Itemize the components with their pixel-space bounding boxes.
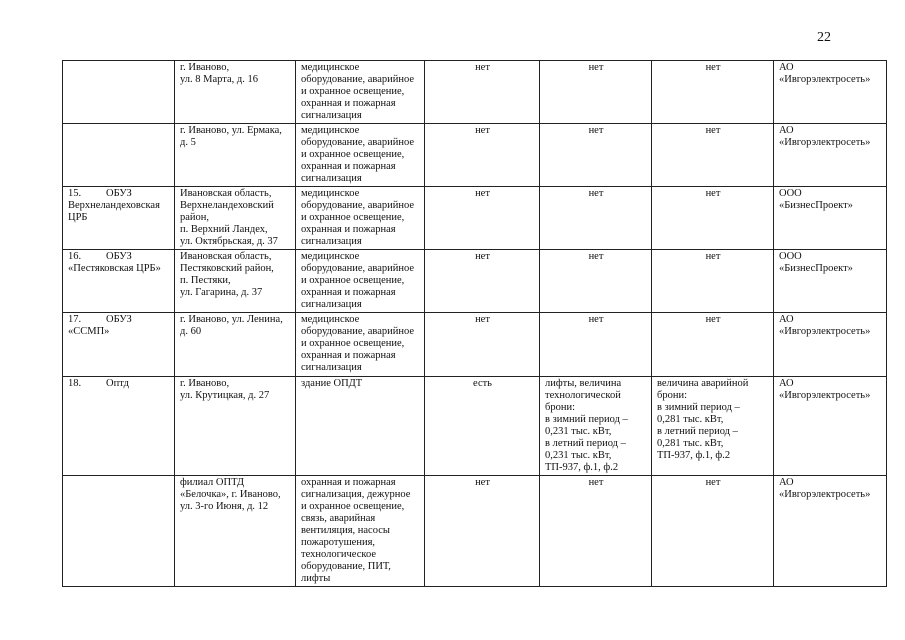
org-cell <box>63 476 175 587</box>
supplier-cell: ООО «БизнесПроект» <box>774 187 887 250</box>
org-cell: 17. ОБУЗ «ССМП» <box>63 313 175 377</box>
org-cell <box>63 124 175 187</box>
org-cell <box>63 61 175 124</box>
col7-cell: нет <box>652 187 774 250</box>
table-row <box>63 61 887 124</box>
page-number: 22 <box>817 30 831 45</box>
col6-cell: нет <box>540 313 652 377</box>
col5-cell: есть <box>425 377 540 476</box>
table-row <box>63 187 887 250</box>
data-table <box>62 60 887 587</box>
col7-cell: нет <box>652 476 774 587</box>
supplier-cell: АО «Ивгорэлектросеть» <box>774 313 887 377</box>
table-row <box>63 476 887 587</box>
col7-cell: нет <box>652 250 774 313</box>
table-row <box>63 124 887 187</box>
col6-cell: нет <box>540 187 652 250</box>
col6-cell: нет <box>540 476 652 587</box>
objects-cell: здание ОПДТ <box>296 377 425 476</box>
col5-cell: нет <box>425 476 540 587</box>
org-cell: 18. Оптд <box>63 377 175 476</box>
col5-cell: нет <box>425 61 540 124</box>
objects-cell: охранная и пожарная сигнализация, дежурное и охранное освещение, связь, аварийная вентиляция, насосы пожаротушения, технологическое оборудование, ПИТ, лифты <box>296 476 425 587</box>
table-row <box>63 250 887 313</box>
supplier-cell: АО «Ивгорэлектросеть» <box>774 476 887 587</box>
address-cell: г. Иваново, ул. 8 Марта, д. 16 <box>175 61 296 124</box>
org-cell: 16. ОБУЗ «Пестяковская ЦРБ» <box>63 250 175 313</box>
col5-cell: нет <box>425 187 540 250</box>
address-cell: Ивановская область, Пестяковский район, п. Пестяки, ул. Гагарина, д. 37 <box>175 250 296 313</box>
address-cell: Ивановская область, Верхнеландеховский район, п. Верхний Ландех, ул. Октябрьская, д. 37 <box>175 187 296 250</box>
supplier-cell: АО «Ивгорэлектросеть» <box>774 124 887 187</box>
col7-cell: величина аварийной брони: в зимний период – 0,281 тыс. кВт, в летний период – 0,281 тыс. кВт, ТП-937, ф.1, ф.2 <box>652 377 774 476</box>
address-cell: г. Иваново, ул. Крутицкая, д. 27 <box>175 377 296 476</box>
col6-cell: нет <box>540 250 652 313</box>
col7-cell: нет <box>652 124 774 187</box>
col6-cell: нет <box>540 61 652 124</box>
col5-cell: нет <box>425 313 540 377</box>
col7-cell: нет <box>652 61 774 124</box>
table-row <box>63 377 887 476</box>
supplier-cell: АО «Ивгорэлектросеть» <box>774 377 887 476</box>
objects-cell: медицинское оборудование, аварийное и охранное освещение, охранная и пожарная сигнализация <box>296 250 425 313</box>
objects-cell: медицинское оборудование, аварийное и охранное освещение, охранная и пожарная сигнализация <box>296 124 425 187</box>
table-row <box>63 313 887 377</box>
supplier-cell: ООО «БизнесПроект» <box>774 250 887 313</box>
col7-cell: нет <box>652 313 774 377</box>
objects-cell: медицинское оборудование, аварийное и охранное освещение, охранная и пожарная сигнализация <box>296 187 425 250</box>
objects-cell: медицинское оборудование, аварийное и охранное освещение, охранная и пожарная сигнализация <box>296 61 425 124</box>
col6-cell: лифты, величина технологической брони: в зимний период – 0,231 тыс. кВт, в летний период – 0,231 тыс. кВт, ТП-937, ф.1, ф.2 <box>540 377 652 476</box>
address-cell: г. Иваново, ул. Ленина, д. 60 <box>175 313 296 377</box>
objects-cell: медицинское оборудование, аварийное и охранное освещение, охранная и пожарная сигнализация <box>296 313 425 377</box>
supplier-cell: АО «Ивгорэлектросеть» <box>774 61 887 124</box>
org-cell: 15. ОБУЗ Верхнеландеховская ЦРБ <box>63 187 175 250</box>
col6-cell: нет <box>540 124 652 187</box>
address-cell: филиал ОПТД «Белочка», г. Иваново, ул. 3-го Июня, д. 12 <box>175 476 296 587</box>
col5-cell: нет <box>425 124 540 187</box>
col5-cell: нет <box>425 250 540 313</box>
address-cell: г. Иваново, ул. Ермака, д. 5 <box>175 124 296 187</box>
